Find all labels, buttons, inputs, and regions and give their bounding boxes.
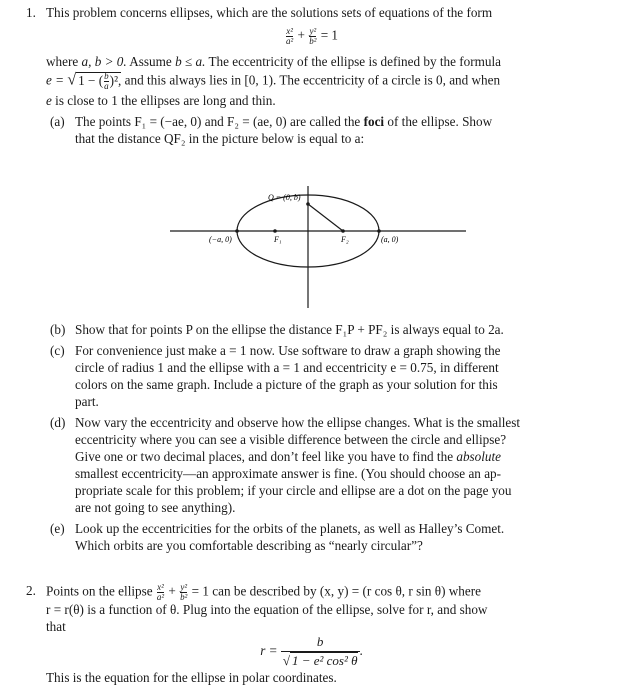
- point-f1: [273, 229, 277, 233]
- part-c-line: For convenience just make a = 1 now. Use software to draw a graph showing the: [75, 343, 501, 358]
- part-d-line: Give one or two decimal places, and don’t feel like you have to find the absolute: [75, 449, 502, 464]
- point-right-vertex: [377, 229, 381, 233]
- where-line: where a, b > 0. Assume b ≤ a. The eccentricity of the ellipse is defined by the formula: [46, 54, 502, 69]
- part-e-line: Look up the eccentricities for the orbits of the planets, as well as Halley’s Comet.: [75, 521, 505, 536]
- label-f2: F₂: [341, 235, 349, 244]
- part-c-line: colors on the same graph. Include a picture of the graph as your solution for this: [75, 377, 498, 392]
- eq-term2: $\frac{\text{y²}}{\text{b²}}$: [309, 26, 317, 46]
- part-b-label: (b): [50, 322, 66, 337]
- close-line: e is close to 1 the ellipses are long and thin.: [46, 93, 276, 108]
- part-e-label: (e): [50, 521, 65, 536]
- part-d-line: propriate scale for this problem; if your circle and ellipse are a dot on the page you: [75, 483, 512, 498]
- segment-qf2: [308, 204, 343, 231]
- point-f2: [341, 229, 345, 233]
- eccentricity-line: e = √ 1 − ( $\frac{b}{a}$ )², and this always lies in [0, 1). The eccentricity of a circle is 0, and when: [46, 71, 501, 91]
- ellipse-diagram: [0, 180, 623, 310]
- part-e-line: Which orbits are you comfortable describing as “nearly circular”?: [75, 538, 423, 553]
- problem-2-line3: that: [46, 619, 66, 634]
- label-q: Q = (0, b): [268, 193, 301, 202]
- polar-fraction: $\frac{b}{\text{√ 1 − e² cos² θ}}$: [282, 634, 358, 668]
- ellipse-equation: $\frac{\text{x²}}{\text{a²}}$ + $\frac{\text{y²}}{\text{b²}}$ = 1: [285, 26, 339, 46]
- point-left-vertex: [235, 229, 239, 233]
- problem-2-number: 2.: [26, 583, 36, 598]
- part-b-text: Show that for points P on the ellipse the distance F₁P + PF₂ is always equal to 2a.: [75, 322, 504, 337]
- eq-term1: $\frac{\text{x²}}{\text{a²}}$: [285, 26, 294, 46]
- part-c-line: circle of radius 1 and the ellipse with a = 1 and eccentricity e = 0.75, in different: [75, 360, 499, 375]
- part-d-line: eccentricity where you can see a visible difference between the circle and ellipse?: [75, 432, 507, 447]
- part-a-line1: The points F₁ = (−ae, 0) and F₂ = (ae, 0) are called the foci of the ellipse. Show: [75, 114, 493, 129]
- label-f1: F₁: [274, 235, 282, 244]
- problem-1-intro: This problem concerns ellipses, which are the solutions sets of equations of the form: [46, 5, 493, 20]
- problem-2-line1: Points on the ellipse $\frac{\text{x²}}{\text{a²}}$ + $\frac{\text{y²}}{\text{b²}}$ = 1 can be described by (x, y) = (r cos θ, r sin θ) where: [46, 582, 481, 602]
- part-c-label: (c): [50, 343, 65, 358]
- part-a-label: (a): [50, 114, 65, 129]
- problem-1-number: 1.: [26, 5, 36, 20]
- part-c-line: part.: [75, 394, 99, 409]
- part-d-line: are not going to see anything).: [75, 500, 236, 515]
- point-q: [306, 202, 310, 206]
- label-left-vertex: (−a, 0): [209, 235, 232, 244]
- part-a-line2: that the distance QF₂ in the picture below is equal to a:: [75, 131, 365, 146]
- part-d-line: Now vary the eccentricity and observe how the ellipse changes. What is the smallest: [75, 415, 521, 430]
- problem-2-closing: This is the equation for the ellipse in polar coordinates.: [46, 670, 337, 685]
- problem-2-line2: r = r(θ) is a function of θ. Plug into the equation of the ellipse, solve for r, and show: [46, 602, 488, 617]
- polar-equation: r = $\frac{b}{\text{√ 1 − e² cos² θ}}$ .: [260, 634, 363, 668]
- part-d-label: (d): [50, 415, 66, 430]
- part-d-line: smallest eccentricity—an approximate answer is fine. (You should choose an ap-: [75, 466, 502, 481]
- label-right-vertex: (a, 0): [381, 235, 399, 244]
